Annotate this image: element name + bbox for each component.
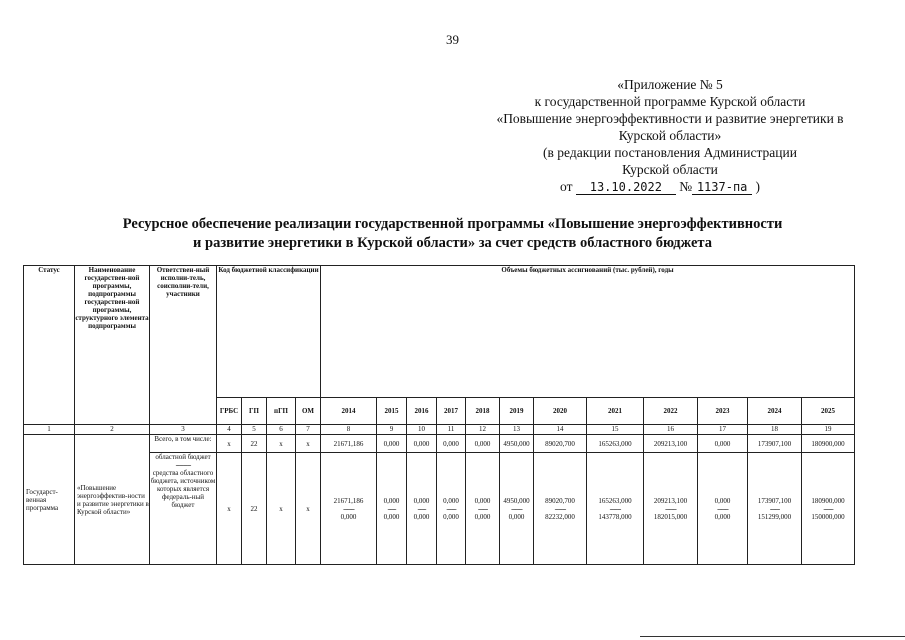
regional-amount: 89020,700 [545, 496, 575, 505]
federal-amount: 151299,000 [757, 512, 792, 521]
value-separator: ------- [769, 504, 780, 513]
header-year: 2025 [802, 398, 855, 425]
regional-value-2018 [466, 453, 500, 565]
header-pgp: пГП [267, 398, 296, 425]
header-year: 2020 [534, 398, 587, 425]
approval-date: 13.10.2022 [576, 180, 676, 195]
federal-amount: 0,000 [413, 512, 430, 521]
value-separator: ------- [446, 504, 456, 513]
value-separator: -------- [609, 504, 621, 513]
regional-amount: 165263,000 [598, 496, 632, 505]
from-label: от [560, 179, 573, 194]
total-value-2019: 4950,000 [500, 435, 534, 453]
regional-pgp: х [267, 453, 296, 565]
value-separator: -------- [665, 504, 676, 513]
approval-line [560, 179, 760, 195]
funding-source-cell [150, 453, 217, 565]
column-number: 7 [296, 425, 321, 435]
total-value-2014: 21671,186 [321, 435, 377, 453]
column-number: 3 [150, 425, 217, 435]
header-executor: Ответствен-ный исполни-тель, соисполни-тели, участники [150, 266, 217, 425]
federal-amount: 0,000 [383, 512, 400, 521]
regional-amount: 209213,100 [653, 496, 688, 505]
federal-amount: 182015,000 [653, 512, 688, 521]
header-year: 2018 [466, 398, 500, 425]
column-number: 10 [407, 425, 437, 435]
value-separator: ------ [387, 504, 396, 513]
total-value-2015: 0,000 [377, 435, 407, 453]
total-grbs: х [217, 435, 242, 453]
regional-value-2022 [644, 453, 698, 565]
regional-value-2023 [698, 453, 748, 565]
document-title-line2: и развитие энергетики в Курской области» за счет средств областного бюджета [193, 235, 712, 251]
program-name-line1: «Повышение энергоэффективности и развитие энергетики в [496, 111, 844, 126]
federal-amount: 0,000 [474, 512, 491, 521]
total-om: х [296, 435, 321, 453]
regional-amount: 4950,000 [503, 496, 530, 505]
column-number-row [24, 425, 855, 435]
header-year: 2024 [748, 398, 802, 425]
column-number: 6 [267, 425, 296, 435]
regional-value-2024 [748, 453, 802, 565]
edition-note-line1: (в редакции постановления Администрации [543, 145, 797, 160]
column-number: 8 [321, 425, 377, 435]
header-row [24, 266, 855, 398]
total-value-2016: 0,000 [407, 435, 437, 453]
total-value-2021: 165263,000 [587, 435, 644, 453]
column-number: 16 [644, 425, 698, 435]
column-number: 9 [377, 425, 407, 435]
value-separator: ------- [823, 504, 833, 513]
edition-note-line2: Курской области [622, 162, 718, 177]
regional-value-2021 [587, 453, 644, 565]
total-gp: 22 [242, 435, 267, 453]
regional-om: х [296, 453, 321, 565]
regional-value-2015 [377, 453, 407, 565]
header-year: 2015 [377, 398, 407, 425]
regional-value-2025 [802, 453, 855, 565]
value-separator: -------- [511, 504, 522, 513]
header-year: 2021 [587, 398, 644, 425]
regional-grbs: х [217, 453, 242, 565]
page-number: 39 [446, 32, 459, 47]
regional-amount: 0,000 [383, 496, 400, 505]
value-separator: ------ [417, 504, 426, 513]
total-pgp: х [267, 435, 296, 453]
appendix-heading: «Приложение № 5 [617, 77, 723, 92]
federal-amount: 0,000 [340, 512, 357, 521]
total-label-cell: Всего, в том числе: [150, 435, 217, 453]
closing-paren: ) [755, 179, 760, 194]
regional-amount: 173907,100 [757, 496, 792, 505]
value-separator: -------- [554, 504, 566, 513]
regional-value-2014 [321, 453, 377, 565]
funding-source-regional: областной бюджет [155, 453, 211, 461]
regional-value-2016 [407, 453, 437, 565]
header-om: ОМ [296, 398, 321, 425]
header-budget-code: Код бюджетной классификации [217, 266, 321, 398]
regional-value-2020 [534, 453, 587, 565]
program-name-cell: «Повышение энергоэффектив-ности и развитие энергетики в Курской области» [75, 435, 150, 565]
total-value-2023: 0,000 [698, 435, 748, 453]
resource-table [23, 265, 855, 565]
header-gp: ГП [242, 398, 267, 425]
column-number: 14 [534, 425, 587, 435]
regional-amount: 0,000 [413, 496, 430, 505]
regional-value-2017 [437, 453, 466, 565]
regional-amount: 0,000 [474, 496, 491, 505]
appendix-reference: к государственной программе Курской области [534, 94, 806, 109]
approval-number: 1137-па [692, 180, 752, 195]
total-value-2022: 209213,100 [644, 435, 698, 453]
column-number: 5 [242, 425, 267, 435]
federal-amount: 150000,000 [811, 512, 845, 521]
table-row-total [24, 435, 855, 453]
number-label: № [679, 179, 693, 194]
header-grbs: ГРБС [217, 398, 242, 425]
total-value-2020: 89020,700 [534, 435, 587, 453]
total-value-2024: 173907,100 [748, 435, 802, 453]
funding-source-separator: ----------- [175, 461, 191, 469]
header-year: 2019 [500, 398, 534, 425]
regional-amount: 0,000 [714, 496, 731, 505]
column-number: 2 [75, 425, 150, 435]
header-status: Статус [24, 266, 75, 425]
program-name-line2: Курской области» [618, 128, 722, 143]
value-separator: -------- [343, 504, 354, 513]
regional-amount: 0,000 [443, 496, 459, 505]
value-separator: ------- [477, 504, 488, 513]
page-edge-line [640, 636, 905, 637]
column-number: 4 [217, 425, 242, 435]
regional-value-2019 [500, 453, 534, 565]
column-number: 11 [437, 425, 466, 435]
column-number: 1 [24, 425, 75, 435]
value-separator: -------- [717, 504, 728, 513]
status-cell: Государст-венная программа [24, 435, 75, 565]
header-volumes: Объемы бюджетных ассигнований (тыс. рублей), годы [321, 266, 855, 398]
federal-amount: 0,000 [443, 512, 459, 521]
federal-amount: 0,000 [508, 512, 525, 521]
header-year: 2017 [437, 398, 466, 425]
header-name: Наименование государствен-ной программы, подпрограммы государствен-ной программы, структурного элемента подпрограммы [75, 266, 150, 425]
column-number: 17 [698, 425, 748, 435]
total-value-2025: 180900,000 [802, 435, 855, 453]
header-year: 2022 [644, 398, 698, 425]
column-number: 12 [466, 425, 500, 435]
total-value-2017: 0,000 [437, 435, 466, 453]
document-title-line1: Ресурсное обеспечение реализации государственной программы «Повышение энергоэффективности [122, 216, 783, 232]
regional-amount: 21671,186 [333, 496, 364, 505]
column-number: 18 [748, 425, 802, 435]
header-year: 2014 [321, 398, 377, 425]
header-year: 2023 [698, 398, 748, 425]
funding-source-federal: средства областного бюджета, источником которых является федераль-ный бюджет [150, 469, 216, 509]
regional-gp: 22 [242, 453, 267, 565]
federal-amount: 143778,000 [598, 512, 632, 521]
column-number: 15 [587, 425, 644, 435]
total-value-2018: 0,000 [466, 435, 500, 453]
federal-amount: 82232,000 [545, 512, 575, 521]
column-number: 13 [500, 425, 534, 435]
regional-amount: 180900,000 [811, 496, 845, 505]
federal-amount: 0,000 [714, 512, 731, 521]
column-number: 19 [802, 425, 855, 435]
header-year: 2016 [407, 398, 437, 425]
